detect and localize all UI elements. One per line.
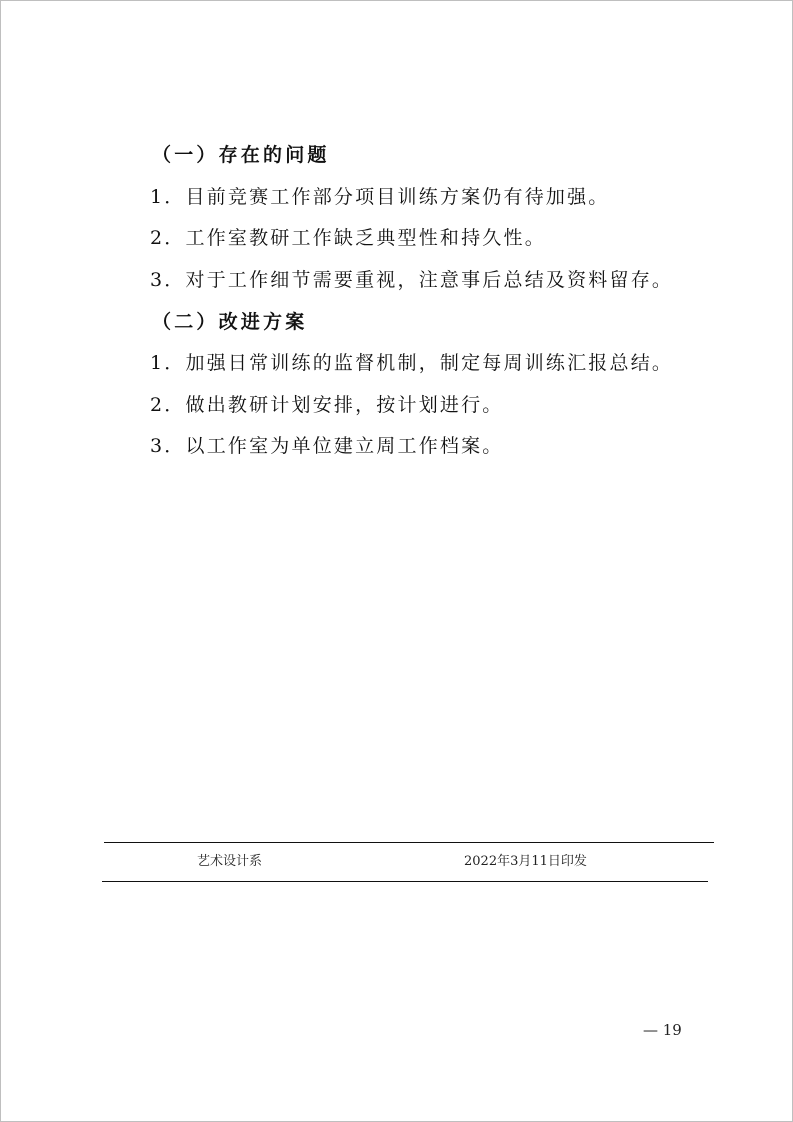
footer-top-rule: [104, 842, 714, 843]
section-heading-improvements: （二）改进方案: [152, 311, 308, 333]
problem-item-3: 3．对于工作细节需要重视，注意事后总结及资料留存。: [150, 269, 674, 291]
problem-item-2: 2．工作室教研工作缺乏典型性和持久性。: [150, 227, 546, 249]
improvement-item-3: 3．以工作室为单位建立周工作档案。: [150, 435, 504, 457]
improvement-item-2: 2．做出教研计划安排，按计划进行。: [150, 394, 504, 416]
problem-item-1: 1．目前竞赛工作部分项目训练方案仍有待加强。: [150, 186, 610, 208]
page-number: — 19: [643, 1021, 682, 1039]
improvement-item-1: 1．加强日常训练的监督机制，制定每周训练汇报总结。: [150, 352, 674, 374]
footer-bottom-rule: [102, 881, 708, 882]
footer-issue-date: 2022年3月11日印发: [464, 854, 587, 869]
section-heading-problems: （一）存在的问题: [152, 144, 330, 166]
footer-department: 艺术设计系: [197, 854, 263, 869]
